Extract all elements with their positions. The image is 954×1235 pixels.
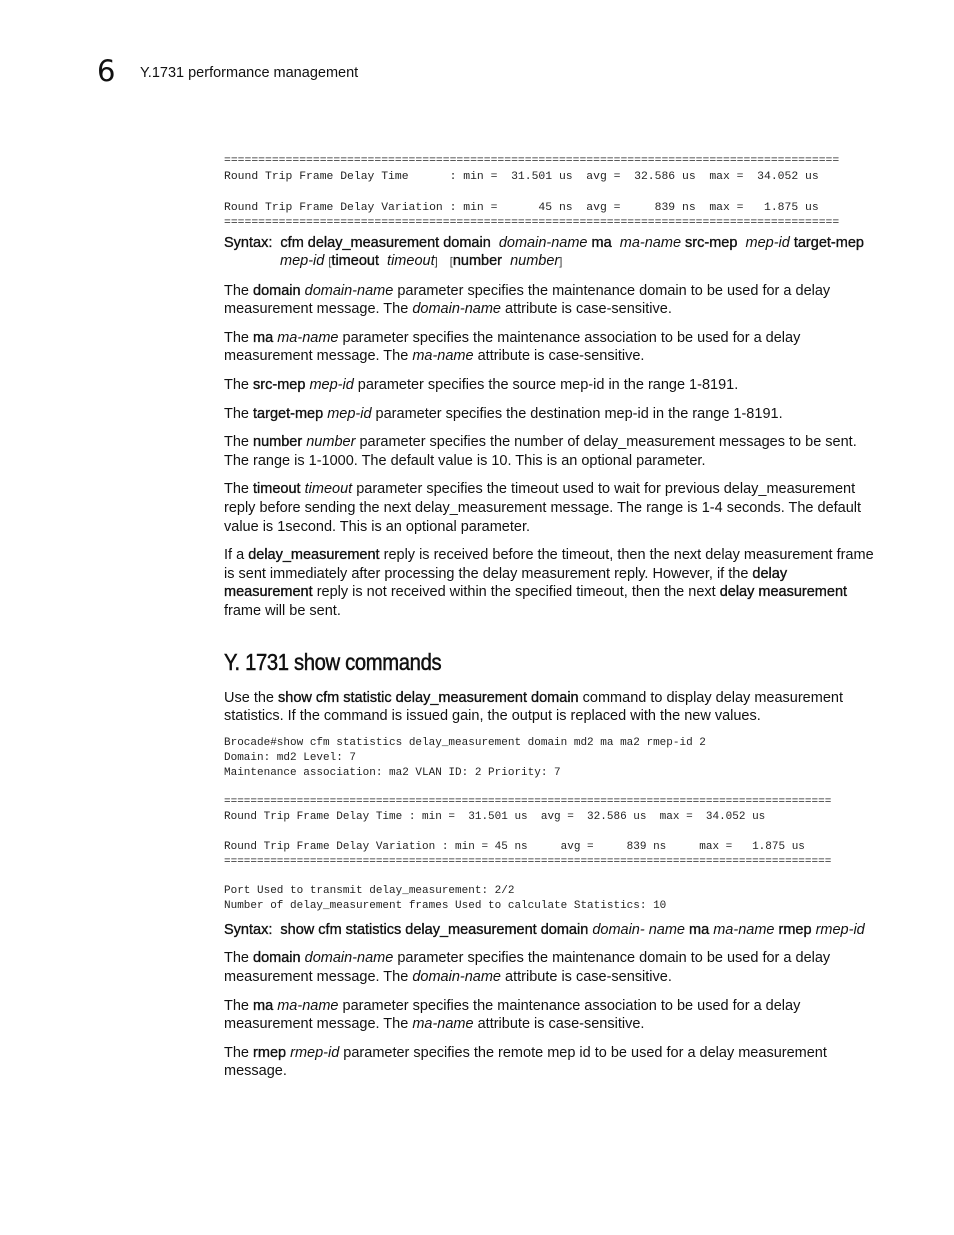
bracket-open: [ — [328, 256, 332, 269]
syntax-keyword: rmep — [778, 921, 812, 938]
text: Use the — [224, 689, 274, 706]
syntax-command: cfm delay_measurement domain — [280, 234, 491, 251]
text: frame will be sent. — [224, 603, 341, 619]
variable: ma-name — [277, 329, 339, 346]
syntax-keyword: ma — [689, 921, 710, 938]
text: parameter specifies the maintenance domain to be used for a delay measurement message. The — [224, 950, 831, 985]
syntax-arg: rmep-id — [815, 921, 865, 938]
text: command to display delay measurement statistics. If the command is issued gain, the output is replaced with the new values. — [224, 689, 843, 725]
delay-output-block: ========================================================================================== Round Trip Frame Delay Time : min = 31.501 us avg = 32.586 us max = 34.052 us Round Trip Frame Delay Variation : min = 45 ns avg = 839 ns max = 1.875 us ========================================================================================== — [224, 155, 840, 229]
keyword: number — [253, 434, 303, 451]
text: parameter specifies the maintenance association to be used for a delay measurement message. The — [224, 997, 801, 1033]
syntax-arg: mep-id — [745, 234, 790, 251]
text: parameter specifies the maintenance association to be used for a delay measurement message. The — [224, 329, 801, 365]
text: attribute is case-sensitive. — [477, 348, 645, 365]
keyword: ma — [253, 329, 274, 346]
syntax-arg: ma-name — [713, 921, 775, 938]
chapter-number: 6 — [97, 54, 116, 88]
main-content — [224, 154, 874, 1091]
syntax-delay-measurement — [224, 234, 874, 272]
cli-port-output: Port Used to transmit delay_measurement: 2/2 Number of delay_measurement frames Used to calculate Statistics: 10 — [224, 884, 667, 912]
text: parameter specifies the maintenance domain to be used for a delay measurement message. The — [224, 282, 831, 318]
text: The — [224, 434, 249, 451]
keyword: target-mep — [253, 405, 324, 422]
text: The — [224, 997, 249, 1014]
text: parameter specifies the source mep-id in the range 1-8191. — [357, 377, 739, 394]
chapter-title: Y.1731 performance management — [140, 65, 359, 81]
variable: domain-name — [412, 301, 501, 318]
param-target-mep-desc — [224, 405, 874, 424]
section-heading: Y. 1731 show commands — [224, 648, 442, 675]
syntax-keyword: number — [452, 253, 502, 270]
text: attribute is case-sensitive. — [505, 301, 672, 318]
variable: number — [306, 434, 356, 451]
param-domain-desc-2 — [224, 949, 874, 986]
text: parameter specifies the remote mep id to be used for a delay measurement message. — [224, 1044, 827, 1080]
syntax-command: show cfm statistics delay_measurement domain — [280, 921, 589, 938]
syntax-keyword: timeout — [331, 253, 379, 270]
text: parameter specifies the destination mep-id in the range 1-8191. — [375, 405, 783, 422]
syntax-arg: mep-id — [280, 253, 325, 270]
syntax-show-statistics — [224, 921, 874, 940]
syntax-label: Syntax: — [224, 921, 273, 938]
syntax-arg: domain-name — [498, 234, 588, 251]
keyword: delay measurement — [224, 565, 788, 601]
variable: ma-name — [277, 997, 339, 1014]
keyword: src-mep — [253, 377, 306, 394]
syntax-keyword: src-mep — [685, 234, 738, 251]
text: The — [224, 950, 249, 967]
param-number-desc — [224, 433, 874, 470]
variable: domain-name — [304, 282, 394, 299]
keyword: domain — [253, 282, 301, 299]
keyword: rmep — [253, 1044, 287, 1061]
cli-statistics-output: ============================================================================================ Round Trip Frame Delay Time : min = 31.501 us avg = 32.586 us max = 34.052 us Round Trip Frame Delay Variation : min = 45 ns avg = 839 ns max = 1.875 us ============================================================================================ — [224, 795, 832, 868]
text: parameter specifies the timeout used to wait for previous delay_measurement reply before sending the next delay_measurement message. The range is 1-4 seconds. The default value is 1second. This is an optional parameter. — [224, 481, 862, 535]
bracket-close: ] — [559, 256, 563, 269]
syntax-arg: timeout — [387, 253, 435, 270]
text: The — [224, 1044, 249, 1061]
keyword: timeout — [253, 481, 301, 498]
variable: ma-name — [412, 348, 474, 365]
text: reply is not received within the specified timeout, then the next — [316, 584, 716, 601]
variable: mep-id — [327, 405, 372, 422]
syntax-arg: domain- name — [592, 921, 685, 938]
syntax-keyword: target-mep — [793, 234, 864, 251]
cli-command-example: Brocade#show cfm statistics delay_measurement domain md2 ma ma2 rmep-id 2 Domain: md2 Level: 7 Maintenance association: ma2 VLAN ID: 2 Priority: 7 — [224, 736, 706, 779]
variable: rmep-id — [290, 1044, 340, 1061]
text: attribute is case-sensitive. — [505, 968, 672, 985]
keyword: delay_measurement — [248, 547, 380, 564]
param-ma-desc-2 — [224, 997, 874, 1034]
syntax-keyword: ma — [591, 234, 612, 251]
text: If a — [224, 547, 245, 564]
keyword: ma — [253, 997, 274, 1014]
variable: domain-name — [304, 950, 394, 967]
syntax-arg: number — [510, 253, 560, 270]
show-command-intro — [224, 689, 874, 726]
syntax-label: Syntax: — [224, 234, 273, 251]
param-src-mep-desc — [224, 376, 874, 395]
text: The — [224, 329, 249, 346]
text: attribute is case-sensitive. — [477, 1016, 645, 1033]
variable: domain-name — [412, 968, 501, 985]
syntax-arg: ma-name — [619, 234, 682, 251]
param-ma-desc — [224, 329, 874, 366]
param-domain-desc — [224, 282, 874, 319]
variable: timeout — [304, 481, 353, 498]
bracket-close: ] — [434, 256, 438, 269]
param-timeout-desc — [224, 480, 874, 536]
keyword: delay measurement — [719, 584, 848, 601]
param-rmep-desc — [224, 1044, 874, 1081]
bracket-open: [ — [449, 256, 453, 269]
variable: ma-name — [412, 1016, 474, 1033]
text: The — [224, 481, 249, 498]
text: The — [224, 405, 249, 422]
keyword: domain — [253, 950, 301, 967]
text: The — [224, 377, 249, 394]
variable: mep-id — [309, 377, 354, 394]
keyword: show cfm statistic delay_measurement domain — [278, 689, 579, 706]
text: parameter specifies the number of delay_measurement messages to be sent. The range is 1-1000. The default value is 10. This is an optional parameter. — [224, 434, 857, 469]
text: reply is received before the timeout, then the next delay measurement frame is sent immediately after processing the delay measurement reply. However, if the — [224, 547, 874, 582]
text: The — [224, 282, 249, 299]
reply-behavior-desc — [224, 546, 874, 620]
